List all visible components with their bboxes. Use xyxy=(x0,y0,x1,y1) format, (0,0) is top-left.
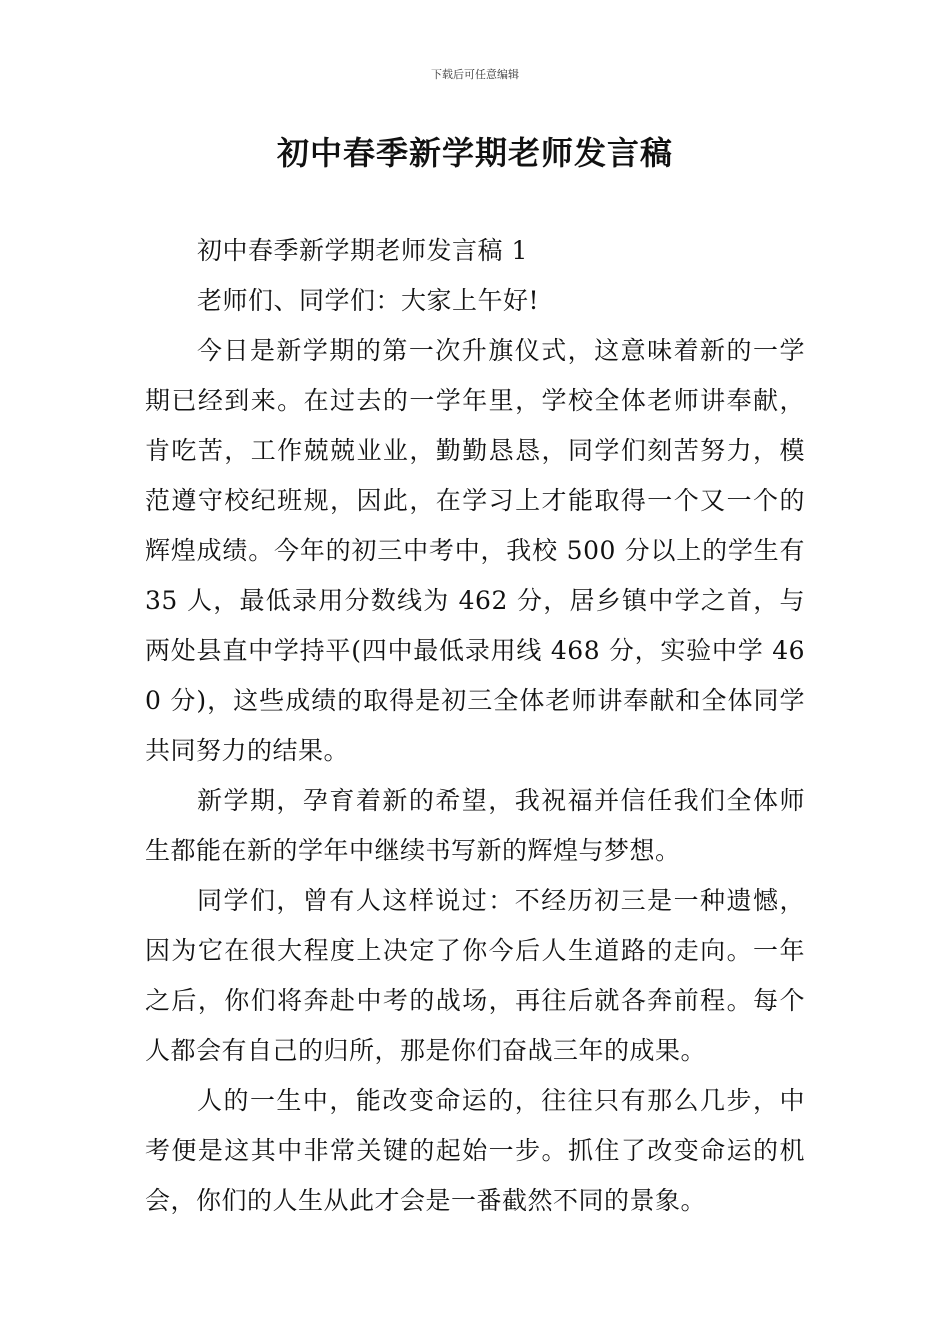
paragraph: 新学期，孕育着新的希望，我祝福并信任我们全体师生都能在新的学年中继续书写新的辉煌与梦想。 xyxy=(145,786,805,865)
paragraph: 同学们，曾有人这样说过：不经历初三是一种遗憾，因为它在很大程度上决定了你今后人生道路的走向。一年之后，你们将奔赴中考的战场，再往后就各奔前程。每个人都会有自己的归所，那是你们奋战三年的成果。 xyxy=(145,886,805,1065)
paragraph-greeting: 老师们、同学们：大家上午好! xyxy=(197,286,540,315)
paragraph-heading: 初中春季新学期老师发言稿 1 xyxy=(197,236,528,265)
document-title: 初中春季新学期老师发言稿 xyxy=(276,134,673,172)
header-note: 下载后可任意编辑 xyxy=(431,68,519,81)
paragraph: 今日是新学期的第一次升旗仪式，这意味着新的一学期已经到来。在过去的一学年里，学校全体老师讲奉献，肯吃苦，工作兢兢业业，勤勤恳恳，同学们刻苦努力，模范遵守校纪班规，因此，在学习上才能取得一个又一个的辉煌成绩。今年的初三中考中，我校 500 分以上的学生有 35 人，最低录用分数线为 462 分，居乡镇中学之首，与两处县直中学持平(四中最低录用线 468 分，实验中学 460 分)，这些成绩的取得是初三全体老师讲奉献和全体同学共同努力的结果。 xyxy=(145,336,805,765)
paragraph: 人的一生中，能改变命运的，往往只有那么几步，中考便是这其中非常关键的起始一步。抓住了改变命运的机会，你们的人生从此才会是一番截然不同的景象。 xyxy=(145,1086,805,1215)
document-body xyxy=(145,226,805,1226)
